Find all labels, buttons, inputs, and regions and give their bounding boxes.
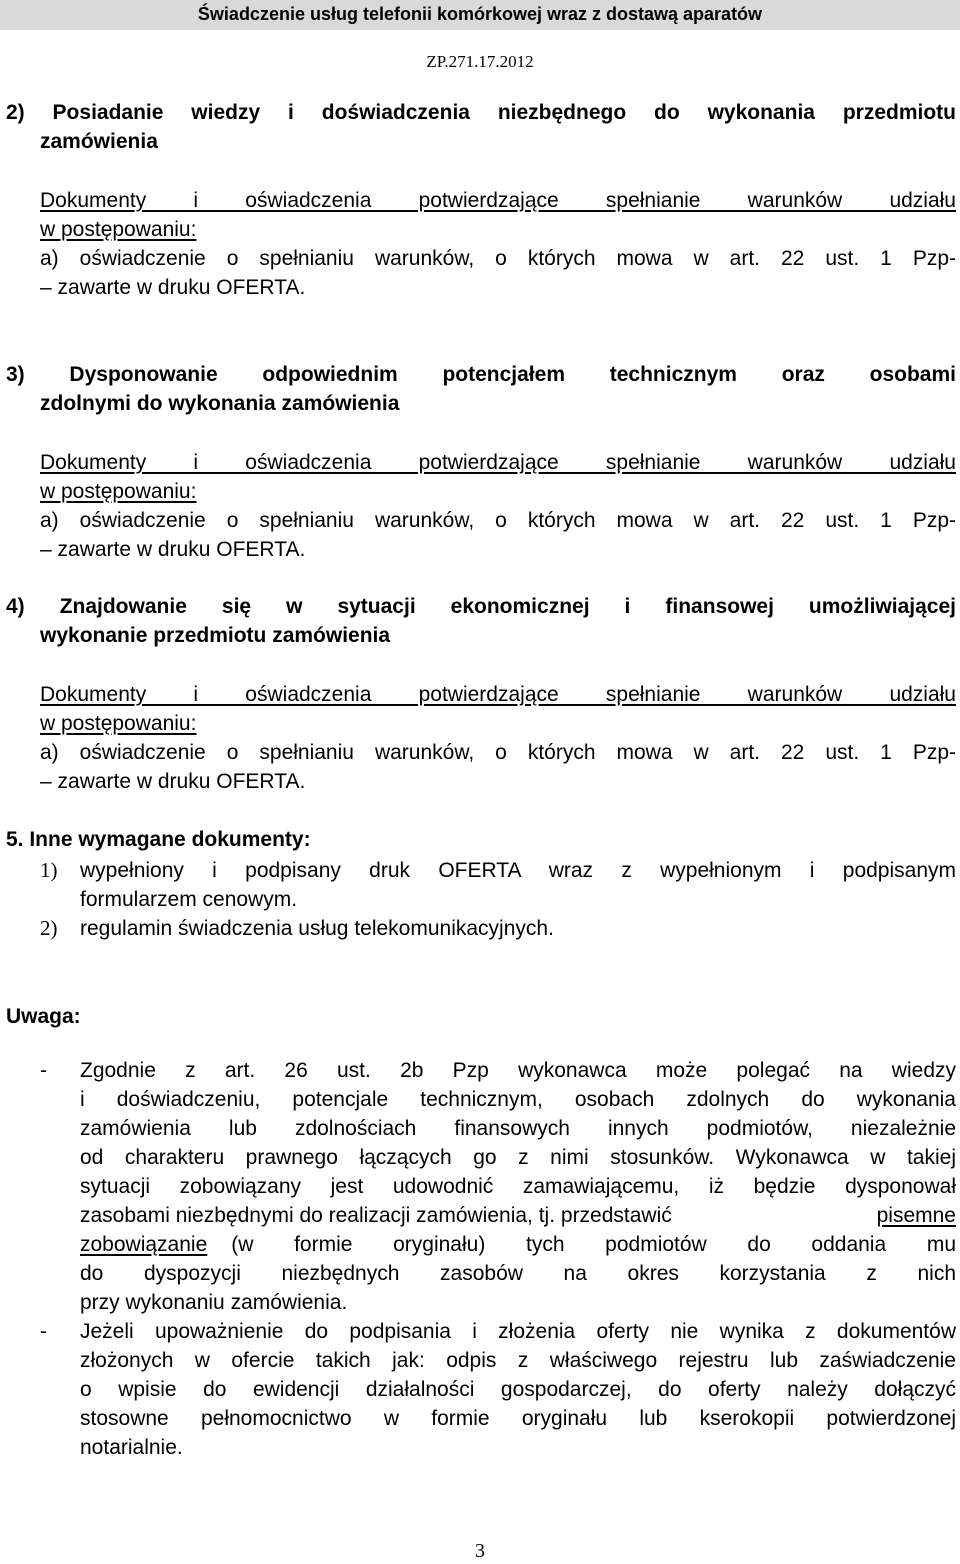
section-3-docs: Dokumenty i oświadczenia potwierdzające spełnianie warunków udziału — [40, 451, 956, 474]
note-p2-line: Jeżeli upoważnienie do podpisania i złożenia oferty nie wynika z dokumentów — [80, 1320, 956, 1343]
note-p1-line-mixed — [80, 1230, 956, 1259]
note-p1-text: zasobami niezbędnymi do realizacji zamówienia, tj. przedstawić — [80, 1204, 672, 1227]
note-bullet-2: - — [40, 1320, 47, 1343]
page-number: 3 — [475, 1540, 485, 1562]
note-p1-line: do dyspozycji niezbędnych zasobów na okres korzystania z nich — [80, 1262, 956, 1285]
note-p1-line-mixed — [80, 1201, 956, 1230]
note-bullet-1: - — [40, 1059, 47, 1082]
section-2-docs-cont: w postępowaniu: — [40, 218, 197, 241]
document-title: Świadczenie usług telefonii komórkowej wraz z dostawą aparatów — [197, 4, 763, 24]
note-p1-line: Zgodnie z art. 26 ust. 2b Pzp wykonawca może polegać na wiedzy — [80, 1059, 956, 1082]
note-underlined-text: pisemne — [876, 1204, 956, 1227]
other-docs-item-2: regulamin świadczenia usług telekomunikacyjnych. — [80, 917, 554, 940]
note-p1-line: od charakteru prawnego łączących go z nimi stosunków. Wykonawca w takiej — [80, 1146, 956, 1169]
other-docs-item-1-num: 1) — [40, 858, 58, 882]
section-3-item-a-cont: – zawarte w druku OFERTA. — [40, 538, 306, 561]
other-docs-item-2-num: 2) — [40, 916, 58, 940]
other-docs-heading: 5. Inne wymagane dokumenty: — [6, 828, 311, 851]
note-heading: Uwaga: — [6, 1005, 81, 1028]
reference-number: ZP.271.17.2012 — [426, 52, 534, 71]
section-2-heading: 2) Posiadanie wiedzy i doświadczenia niezbędnego do wykonania przedmiotu — [6, 101, 956, 124]
section-2-item-a-cont: – zawarte w druku OFERTA. — [40, 276, 306, 299]
other-docs-item-1: wypełniony i podpisany druk OFERTA wraz z wypełnionym i podpisanym — [80, 859, 956, 882]
note-p2-line: o wpisie do ewidencji działalności gospodarczej, do oferty należy dołączyć — [80, 1378, 956, 1401]
note-p1-line: sytuacji zobowiązany jest udowodnić zamawiającemu, iż będzie dysponował — [80, 1175, 956, 1198]
section-3-heading-cont: zdolnymi do wykonania zamówienia — [40, 392, 400, 415]
note-p2-line: notarialnie. — [80, 1436, 183, 1459]
section-4-item-a: a) oświadczenie o spełnianiu warunków, o których mowa w art. 22 ust. 1 Pzp- — [40, 741, 956, 764]
note-p2-line: stosowne pełnomocnictwo w formie oryginału lub kserokopii potwierdzonej — [80, 1407, 956, 1430]
section-3-docs-cont: w postępowaniu: — [40, 480, 197, 503]
note-p2-line: złożonych w ofercie takich jak: odpis z właściwego rejestru lub zaświadczenie — [80, 1349, 956, 1372]
section-4-heading: 4) Znajdowanie się w sytuacji ekonomicznej i finansowej umożliwiającej — [6, 595, 956, 618]
other-docs-item-1-cont: formularzem cenowym. — [80, 888, 298, 911]
section-2-item-a: a) oświadczenie o spełnianiu warunków, o których mowa w art. 22 ust. 1 Pzp- — [40, 247, 956, 270]
section-3-heading: 3) Dysponowanie odpowiednim potencjałem technicznym oraz osobami — [6, 363, 956, 386]
note-p1-line: zamówienia lub zdolnościach finansowych innych podmiotów, niezależnie — [80, 1117, 956, 1140]
section-4-docs: Dokumenty i oświadczenia potwierdzające spełnianie warunków udziału — [40, 683, 956, 706]
section-4-docs-cont: w postępowaniu: — [40, 712, 197, 735]
section-4-heading-cont: wykonanie przedmiotu zamówienia — [40, 624, 391, 647]
section-4-item-a-cont: – zawarte w druku OFERTA. — [40, 770, 306, 793]
note-p1-line: przy wykonaniu zamówienia. — [80, 1291, 348, 1314]
note-underlined-text: zobowiązanie — [80, 1233, 208, 1256]
section-3-item-a: a) oświadczenie o spełnianiu warunków, o których mowa w art. 22 ust. 1 Pzp- — [40, 509, 956, 532]
section-2-docs: Dokumenty i oświadczenia potwierdzające spełnianie warunków udziału — [40, 189, 956, 212]
section-2-heading-cont: zamówienia — [40, 130, 158, 153]
note-p1-line: i doświadczeniu, potencjale technicznym, osobach zdolnych do wykonania — [80, 1088, 956, 1111]
note-p1-text: (w formie oryginału) tych podmiotów do oddania mu — [231, 1233, 956, 1256]
